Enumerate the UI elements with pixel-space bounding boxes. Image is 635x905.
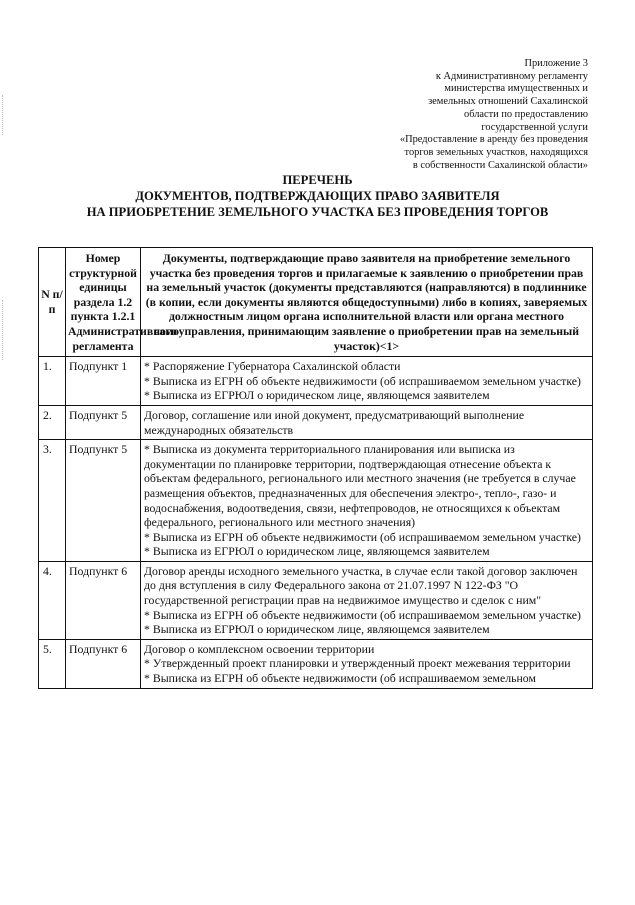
scan-margin-mark bbox=[2, 300, 9, 360]
appendix-line: Приложение 3 bbox=[524, 58, 588, 69]
appendix-line: «Предоставление в аренду без проведения bbox=[399, 134, 588, 146]
table-row bbox=[39, 561, 593, 639]
document-item: * Выписка из ЕГРН об объекте недвижимости (об испрашиваемом земельном участке) bbox=[144, 607, 581, 622]
appendix-header bbox=[328, 58, 588, 172]
header-documents: Документы, подтверждающие право заявителя на приобретение земельного участка без проведения торгов и прилагаемые к заявлению о приобретении прав на земельный участок (документы представляются (направляются) в подлиннике (в копии, если документы являются общедоступными) либо в копиях, заверяемых должностным лицом органа исполнительной власти или органа местного самоуправления, принимающим заявление о приобретении прав на земельный участок)<1> bbox=[141, 248, 593, 357]
title-line-2: ДОКУМЕНТОВ, ПОДТВЕРЖДАЮЩИХ ПРАВО ЗАЯВИТЕЛЯ bbox=[135, 189, 500, 203]
document-item: Договор аренды исходного земельного участка, в случае если такой договор заключен до дня вступления в силу Федерального закона от 21.07.1997 N 122-ФЗ "О государственной регистрации прав на недвижимое имущество и сделок с ним" bbox=[144, 563, 578, 608]
document-item: * Распоряжение Губернатора Сахалинской области bbox=[144, 359, 401, 374]
header-number: N п/п bbox=[39, 248, 66, 357]
document-item: * Выписка из ЕГРЮЛ о юридическом лице, являющемся заявителем bbox=[144, 622, 490, 637]
row-number: 5. bbox=[39, 639, 66, 688]
row-documents bbox=[141, 440, 593, 562]
row-documents bbox=[141, 405, 593, 439]
document-item: * Выписка из ЕГРЮЛ о юридическом лице, являющемся заявителем bbox=[144, 544, 490, 559]
row-subparagraph: Подпункт 5 bbox=[66, 405, 141, 439]
scan-margin-mark bbox=[2, 95, 9, 135]
appendix-line: земельных отношений Сахалинской bbox=[428, 96, 588, 108]
documents-table bbox=[38, 247, 593, 689]
appendix-line: области по предоставлению bbox=[464, 108, 588, 120]
document-title bbox=[0, 172, 635, 220]
document-item: * Утвержденный проект планировки и утвержденный проект межевания территории bbox=[144, 656, 571, 671]
document-item: * Выписка из ЕГРЮЛ о юридическом лице, являющемся заявителем bbox=[144, 388, 490, 403]
document-item: * Выписка из документа территориального планирования или выписка из документации по планировке территории, подтверждающая отнесение объекта к объектам федерального, регионального или местного значения (не требуется в случае размещения объектов, предназначенных для обеспечения электро-, тепло-, газо- и водоснабжения, водоотведения, связи, нефтепроводов, не относящихся к объектам федерального, регионального или местного значения) bbox=[144, 442, 576, 530]
row-number: 1. bbox=[39, 357, 66, 406]
title-line-3: НА ПРИОБРЕТЕНИЕ ЗЕМЕЛЬНОГО УЧАСТКА БЕЗ ПРОВЕДЕНИЯ ТОРГОВ bbox=[86, 205, 549, 219]
row-subparagraph: Подпункт 5 bbox=[66, 440, 141, 562]
row-number: 2. bbox=[39, 405, 66, 439]
document-item: * Выписка из ЕГРН об объекте недвижимости (об испрашиваемом земельном bbox=[144, 671, 536, 686]
table-header-row bbox=[39, 248, 593, 357]
document-item: Договор о комплексном освоении территории bbox=[144, 641, 375, 656]
appendix-line: государственной услуги bbox=[481, 121, 588, 133]
row-number: 4. bbox=[39, 561, 66, 639]
appendix-line: к Административному регламенту bbox=[435, 70, 588, 82]
title-line-1: ПЕРЕЧЕНЬ bbox=[282, 173, 353, 187]
row-subparagraph: Подпункт 6 bbox=[66, 561, 141, 639]
row-documents bbox=[141, 561, 593, 639]
appendix-line: министерства имущественных и bbox=[444, 83, 588, 95]
row-documents bbox=[141, 639, 593, 688]
row-documents bbox=[141, 357, 593, 406]
appendix-line: торгов земельных участков, находящихся bbox=[404, 146, 588, 158]
table-row bbox=[39, 405, 593, 439]
row-subparagraph: Подпункт 6 bbox=[66, 639, 141, 688]
header-structural-unit: Номер структурной единицы раздела 1.2 пункта 1.2.1 Административного регламента bbox=[66, 248, 141, 357]
table-row bbox=[39, 639, 593, 688]
table-row bbox=[39, 440, 593, 562]
appendix-line: в собственности Сахалинской области» bbox=[412, 159, 588, 171]
document-item: * Выписка из ЕГРН об объекте недвижимости (об испрашиваемом земельном участке) bbox=[144, 373, 581, 388]
document-item: Договор, соглашение или иной документ, предусматривающий выполнение международных обязательств bbox=[144, 407, 525, 437]
row-number: 3. bbox=[39, 440, 66, 562]
table-row bbox=[39, 357, 593, 406]
document-item: * Выписка из ЕГРН об объекте недвижимости (об испрашиваемом земельном участке) bbox=[144, 529, 581, 544]
row-subparagraph: Подпункт 1 bbox=[66, 357, 141, 406]
